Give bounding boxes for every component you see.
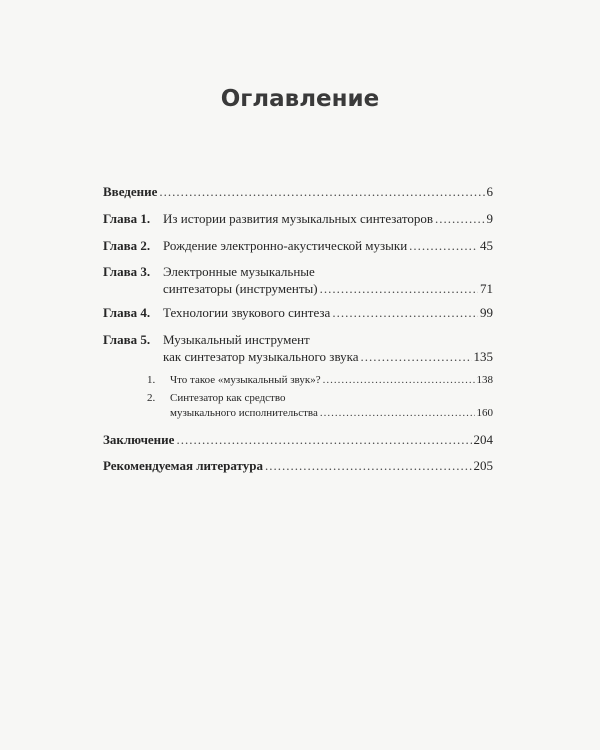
subsection-title-line-1: Синтезатор как средство bbox=[170, 392, 286, 404]
chapter-title: Из истории развития музыкальных синтезаторов bbox=[163, 211, 434, 226]
chapter-label: Глава 5. bbox=[103, 332, 151, 347]
chapter-label: Глава 3. bbox=[103, 264, 151, 279]
page-number: 99 bbox=[480, 305, 493, 320]
page-title: Оглавление bbox=[220, 86, 380, 112]
dot-leader bbox=[409, 238, 478, 254]
chapter-label: Глава 1. bbox=[103, 211, 151, 226]
page-number: 205 bbox=[473, 458, 493, 473]
chapter-title-line-1: Музыкальный инструмент bbox=[163, 332, 310, 347]
subsection-title: Что такое «музыкальный звук»? bbox=[170, 374, 321, 386]
page-number: 135 bbox=[473, 349, 493, 364]
subsection-title-line-2: музыкального исполнительства bbox=[170, 407, 318, 419]
chapter-label: Глава 2. bbox=[103, 238, 151, 253]
chapter-title: Технологии звукового синтеза bbox=[163, 305, 331, 320]
chapter-label: Глава 4. bbox=[103, 305, 151, 320]
page-number: 160 bbox=[476, 407, 493, 419]
literature-label: Рекомендуемая литература bbox=[103, 458, 263, 473]
dot-leader bbox=[435, 211, 484, 227]
chapter-title-line-1: Электронные музыкальные bbox=[163, 264, 315, 279]
dot-leader bbox=[159, 184, 484, 200]
chapter-title-line-2: синтезаторы (инструменты) bbox=[163, 281, 318, 296]
dot-leader bbox=[265, 458, 472, 474]
page-number: 45 bbox=[480, 238, 493, 253]
subsection-number: 1. bbox=[147, 374, 156, 386]
page-number: 138 bbox=[476, 374, 493, 386]
dot-leader bbox=[361, 349, 472, 365]
chapter-title: Рождение электронно-акустической музыки bbox=[163, 238, 408, 253]
page-number: 9 bbox=[486, 211, 493, 226]
dot-leader bbox=[320, 407, 475, 419]
page-number: 6 bbox=[486, 184, 493, 199]
dot-leader bbox=[332, 305, 478, 321]
intro-label: Введение bbox=[103, 184, 158, 199]
conclusion-label: Заключение bbox=[103, 432, 175, 447]
dot-leader bbox=[320, 281, 478, 297]
dot-leader bbox=[176, 432, 471, 448]
dot-leader bbox=[323, 374, 475, 386]
page-number: 71 bbox=[480, 281, 493, 296]
chapter-title-line-2: как синтезатор музыкального звука bbox=[163, 349, 359, 364]
page-number: 204 bbox=[473, 432, 493, 447]
subsection-number: 2. bbox=[147, 392, 156, 404]
